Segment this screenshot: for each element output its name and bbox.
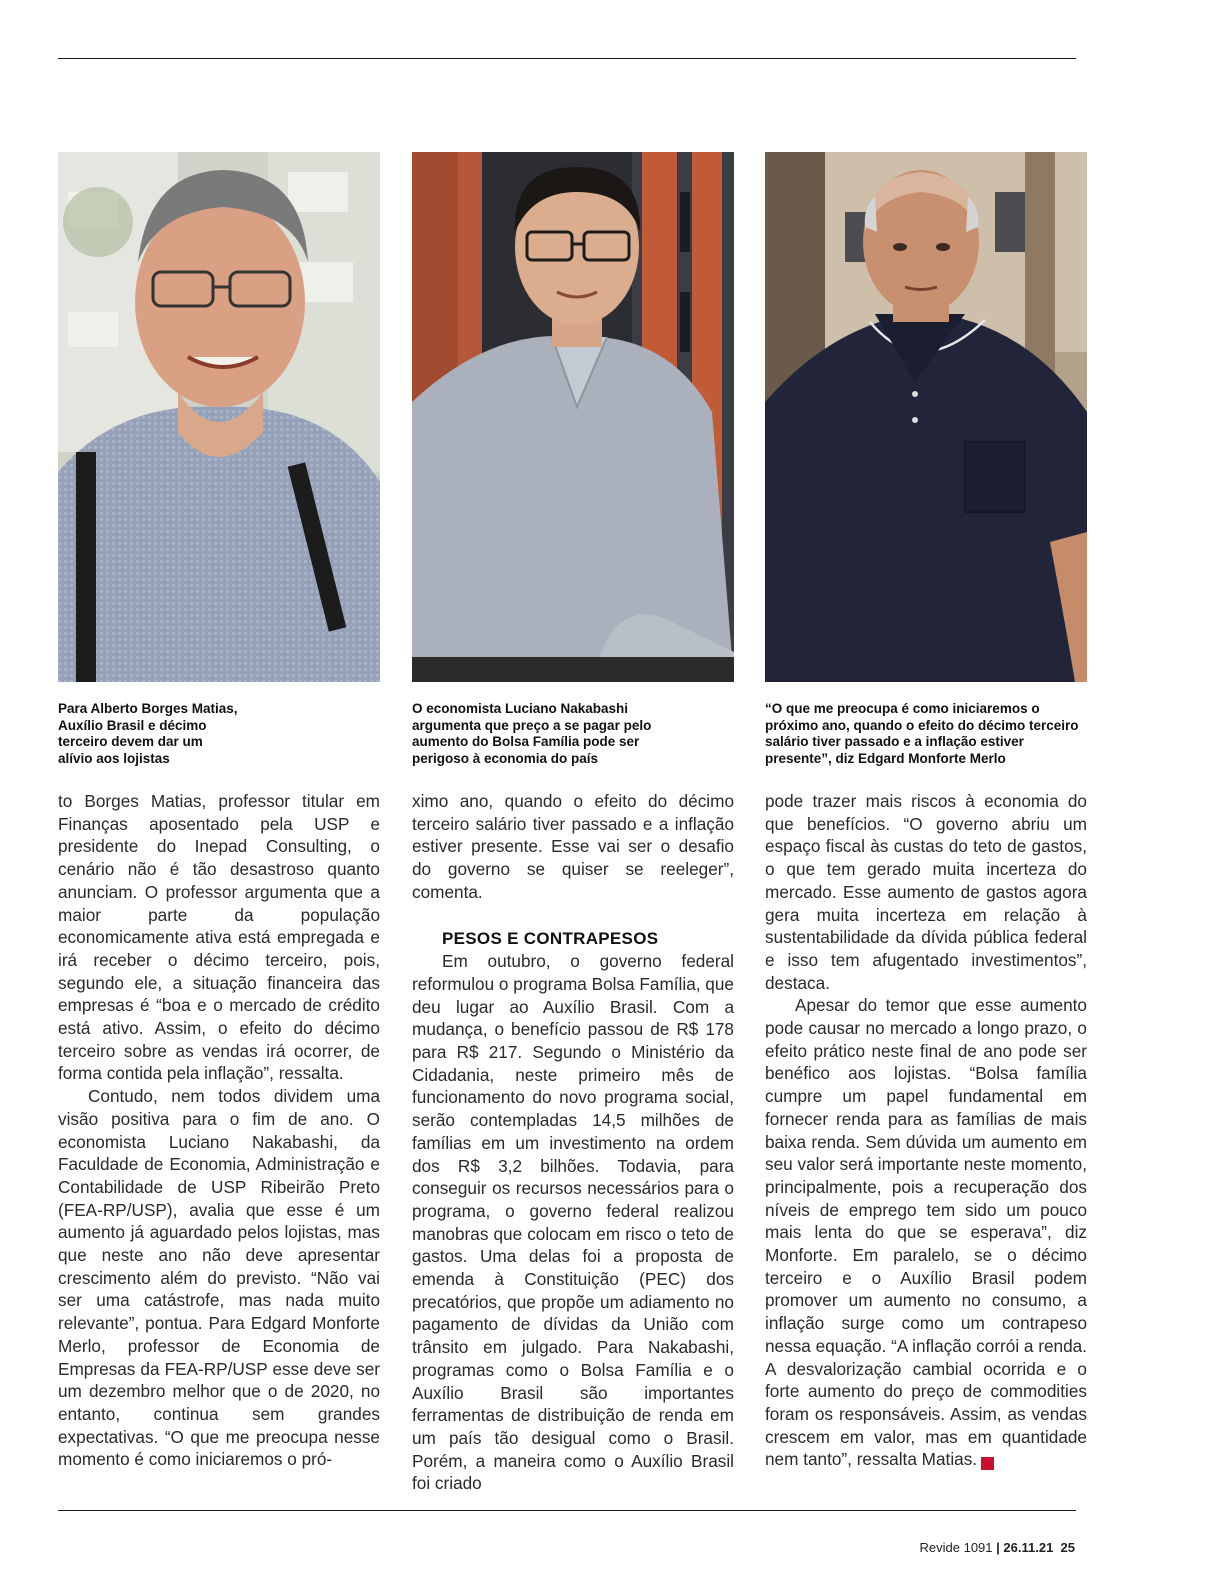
- body-paragraph-text: Apesar do temor que esse aumento pode causar no mercado a longo prazo, o efeito prático neste final de ano pode ser benéfico aos lojistas. “Bolsa família cumpre um papel fundamental em fornecer renda para as famílias de mais baixa renda. Sem dúvida um aumento em seu valor será importante neste momento, principalmente, pois a recuperação dos níveis de emprego tem sido um pouco mais lenta do que se esperava”, diz Monforte. Em paralelo, se o décimo terceiro e o Auxílio Brasil podem promover um aumento no consumo, a inflação surge como um contrapeso nessa equação. “A inflação corrói a renda. A desvalorização cambial ocorrida e o forte aumento do preço de commodities foram os responsáveis. Assim, as vendas crescem em valor, mas em quantidade nem tanto”, ressalta Matias.: [765, 995, 1087, 1470]
- top-rule: [58, 58, 1076, 59]
- issue-date: 26.11.21: [1003, 1540, 1054, 1555]
- magazine-issue: Revide 1091: [919, 1540, 993, 1555]
- portrait-3-image: [765, 152, 1087, 682]
- body-paragraph: pode trazer mais riscos à economia do que benefícios. “O governo abriu um espaço fiscal às custas do teto de gastos, o que tem gerado muita incerteza do mercado. Esse aumento de gastos agora gera muita incerteza em relação à sustentabilidade da dívida pública federal e isso tem afugentado investimentos”, destaca.: [765, 791, 1087, 993]
- photo-caption-1: Para Alberto Borges Matias, Auxílio Brasil e décimo terceiro devem dar um alívio aos lojistas: [58, 701, 238, 766]
- article-column-1: [58, 790, 380, 1471]
- body-paragraph: to Borges Matias, professor titular em Finanças aposentado pela USP e presidente do Inepad Consulting, o cenário não é tão desastroso quanto anunciam. O professor argumenta que a maior parte da população economicamente ativa está empregada e irá receber o décimo terceiro, pois, segundo ele, a situação financeira das empresas é “boa e o mercado de crédito está ativo. Assim, o efeito do décimo terceiro sobre as vendas irá ocorrer, de forma contida pela inflação”, ressalta.: [58, 791, 380, 1084]
- body-paragraph: Contudo, nem todos dividem uma visão positiva para o fim de ano. O economista Luciano Nakabashi, da Faculdade de Economia, Administração e Contabilidade de USP Ribeirão Preto (FEA-RP/USP), avalia que esse é um aumento já aguardado pelos lojistas, mas que neste ano não deve apresentar crescimento além do previsto. “Não vai ser uma catástrofe, mas nada muito relevante”, pontua. Para Edgard Monforte Merlo, professor de Economia de Empresas da FEA-RP/USP esse deve ser um dezembro melhor que o de 2020, no entanto, continua sem grandes expectativas. “O que me preocupa nesse momento é como iniciaremos o pró-: [58, 1086, 380, 1470]
- page-footer: [920, 1540, 1075, 1555]
- section-subheading: PESOS E CONTRAPESOS: [442, 928, 659, 948]
- page-number: 25: [1060, 1540, 1075, 1555]
- photo-luciano-nakabashi: [412, 152, 734, 682]
- body-paragraph: ximo ano, quando o efeito do décimo terceiro salário tiver passado e a inflação estiver presente. Esse vai ser o desafio do governo se quiser se reeleger”, comenta.: [412, 791, 734, 902]
- footer-separator: |: [996, 1540, 1000, 1555]
- article-column-2: [412, 790, 734, 1495]
- portrait-1-image: [58, 152, 380, 682]
- body-paragraph: [765, 994, 1087, 1471]
- article-column-3: [765, 790, 1087, 1471]
- portrait-2-image: [412, 152, 734, 682]
- end-of-article-mark: R: [981, 1457, 994, 1470]
- body-paragraph: Em outubro, o governo federal reformulou o programa Bolsa Família, que deu lugar ao Auxílio Brasil. Com a mudança, o benefício passou de R$ 178 para R$ 217. Segundo o Ministério da Cidadania, neste primeiro mês de funcionamento do novo programa social, serão contempladas 14,5 milhões de famílias em um investimento na ordem dos R$ 3,2 bilhões. Todavia, para conseguir os recursos necessários para o programa, o governo federal realizou manobras que colocam em risco o teto de gastos. Uma delas foi a proposta de emenda à Constituição (PEC) dos precatórios, que propõe um adiamento no pagamento de dívidas da União com trânsito em julgado. Para Nakabashi, programas como o Bolsa Família e o Auxílio Brasil são importantes ferramentas de distribuição de renda em um país tão desigual como o Brasil. Porém, a maneira como o Auxílio Brasil foi criado: [412, 951, 734, 1494]
- photo-alberto-borges-matias: [58, 152, 380, 682]
- photo-edgard-monforte-merlo: [765, 152, 1087, 682]
- photo-caption-3: “O que me preocupa é como iniciaremos o próximo ano, quando o efeito do décimo terceiro salário tiver passado e a inflação estiver presente”, diz Edgard Monforte Merlo: [765, 701, 1079, 766]
- photo-caption-2: O economista Luciano Nakabashi argumenta que preço a se pagar pelo aumento do Bolsa Família pode ser perigoso à economia do país: [412, 701, 652, 766]
- bottom-rule: [58, 1510, 1076, 1511]
